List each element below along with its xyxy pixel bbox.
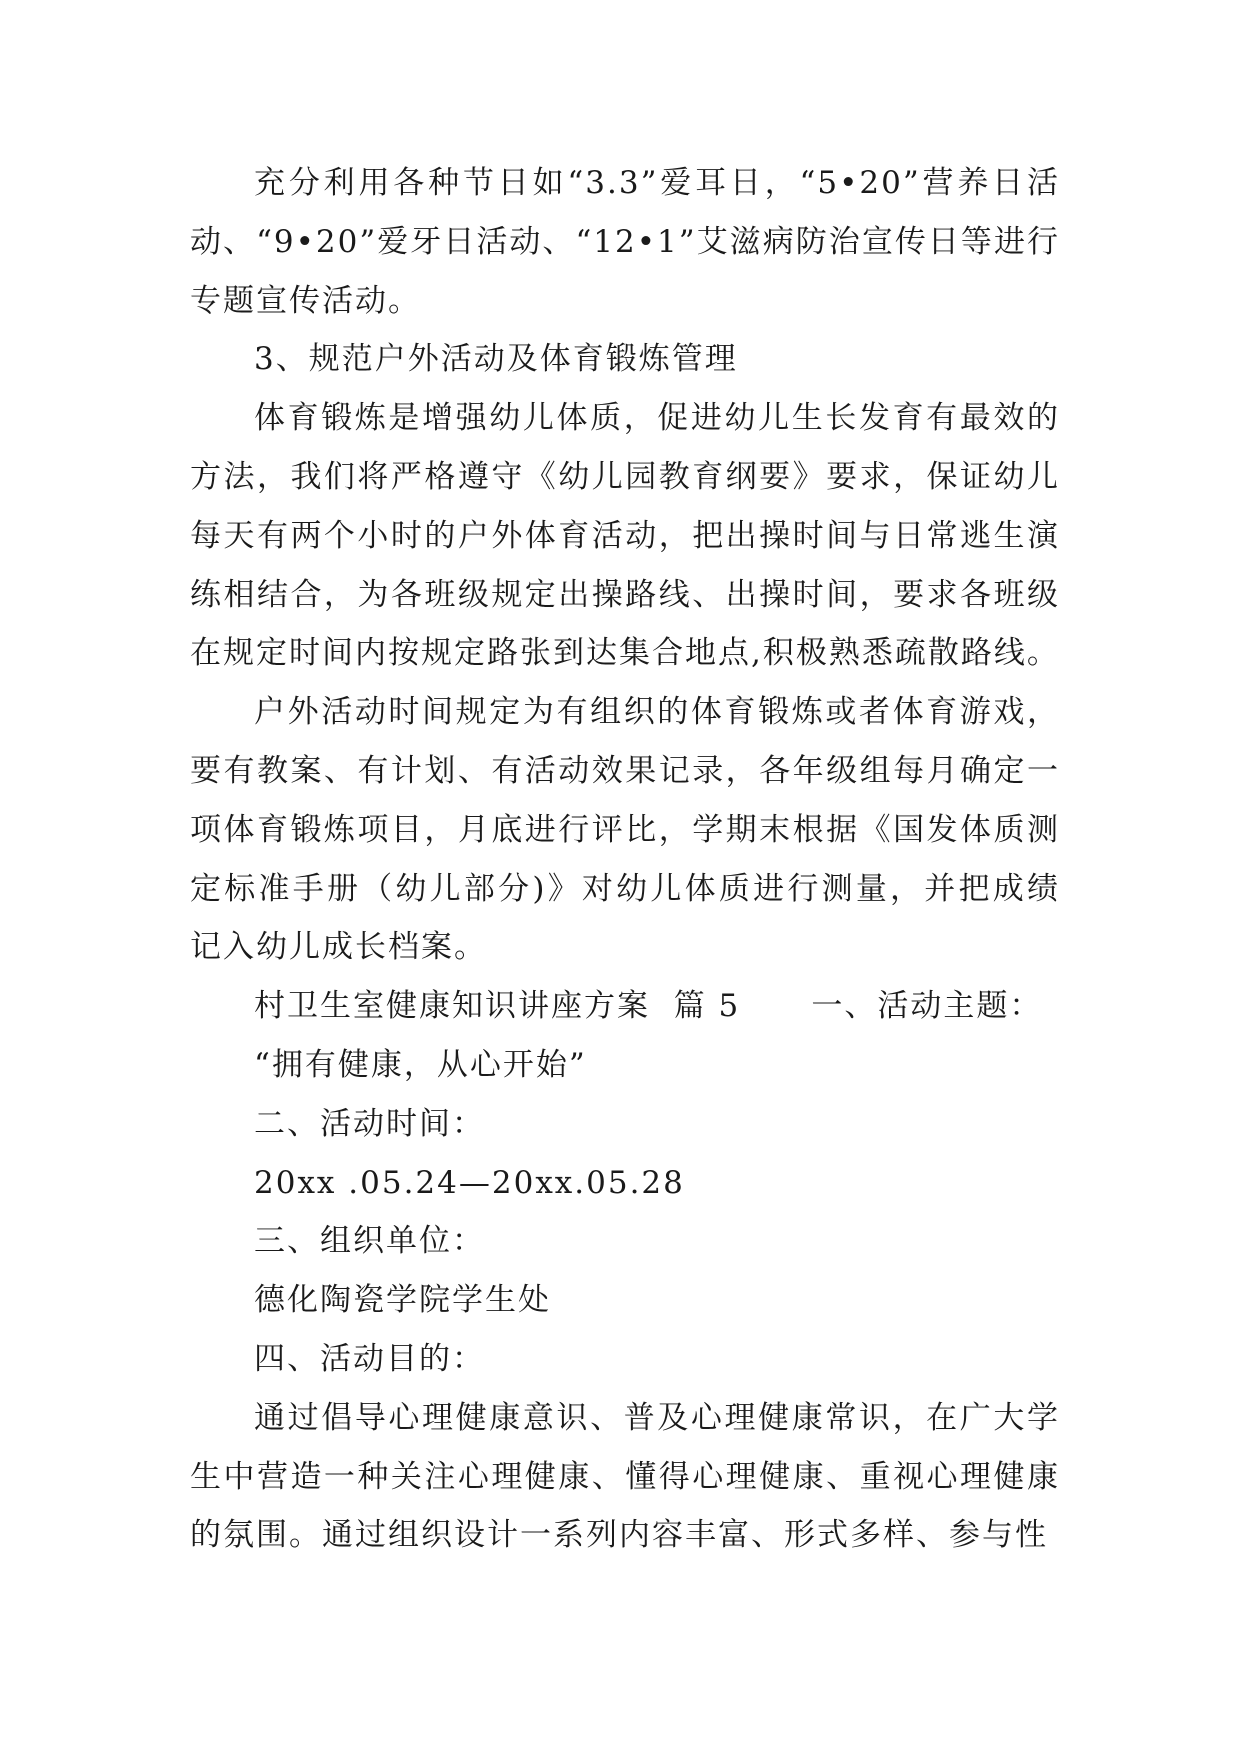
paragraph-festival-activities: 充分利用各种节日如“3.3”爱耳日，“5•20”营养日活动、“9•20”爱牙日活动、“12•1”艾滋病防治宣传日等进行专题宣传活动。 xyxy=(190,165,1060,319)
section-heading-organizer: 三、组织单位： xyxy=(254,1223,485,1260)
paragraph-organizer-name: 德化陶瓷学院学生处 xyxy=(254,1282,551,1319)
paragraph-outdoor-time-rules: 户外活动时间规定为有组织的体育锻炼或者体育游戏，要有教案、有计划、有活动效果记录，各年级组每月确定一项体育锻炼项目，月底进行评比，学期末根据《国发体质测定标准手册（幼儿部分)》对幼儿体质进行测量，并把成绩记入幼儿成长档案。 xyxy=(190,694,1060,966)
paragraph-physical-exercise: 体育锻炼是增强幼儿体质，促进幼儿生长发育有最效的方法，我们将严格遵守《幼儿园教育纲要》要求，保证幼儿每天有两个小时的户外体育活动，把出操时间与日常逃生演练相结合，为各班级规定出操路线、出操时间，要求各班级在规定时间内按规定路张到达集合地点,积极熟悉疏散路线。 xyxy=(190,400,1060,672)
paragraph-activity-purpose: 通过倡导心理健康意识、普及心理健康常识，在广大学生中营造一种关注心理健康、懂得心理健康、重视心理健康的氛围。通过组织设计一系列内容丰富、形式多样、参与性 xyxy=(190,1399,1060,1554)
section-heading-activity-time: 二、活动时间： xyxy=(254,1105,485,1142)
section-heading-outdoor-activities: 3、规范户外活动及体育锻炼管理 xyxy=(254,341,738,378)
document-body xyxy=(190,154,1060,1565)
paragraph-activity-dates: 20xx .05.24—20xx.05.28 xyxy=(254,1164,685,1201)
paragraph-lecture-plan-title: 村卫生室健康知识讲座方案 篇 5 一、活动主题： xyxy=(254,988,1043,1025)
paragraph-activity-theme: “拥有健康，从心开始” xyxy=(254,1046,587,1083)
section-heading-activity-purpose: 四、活动目的： xyxy=(254,1340,485,1377)
